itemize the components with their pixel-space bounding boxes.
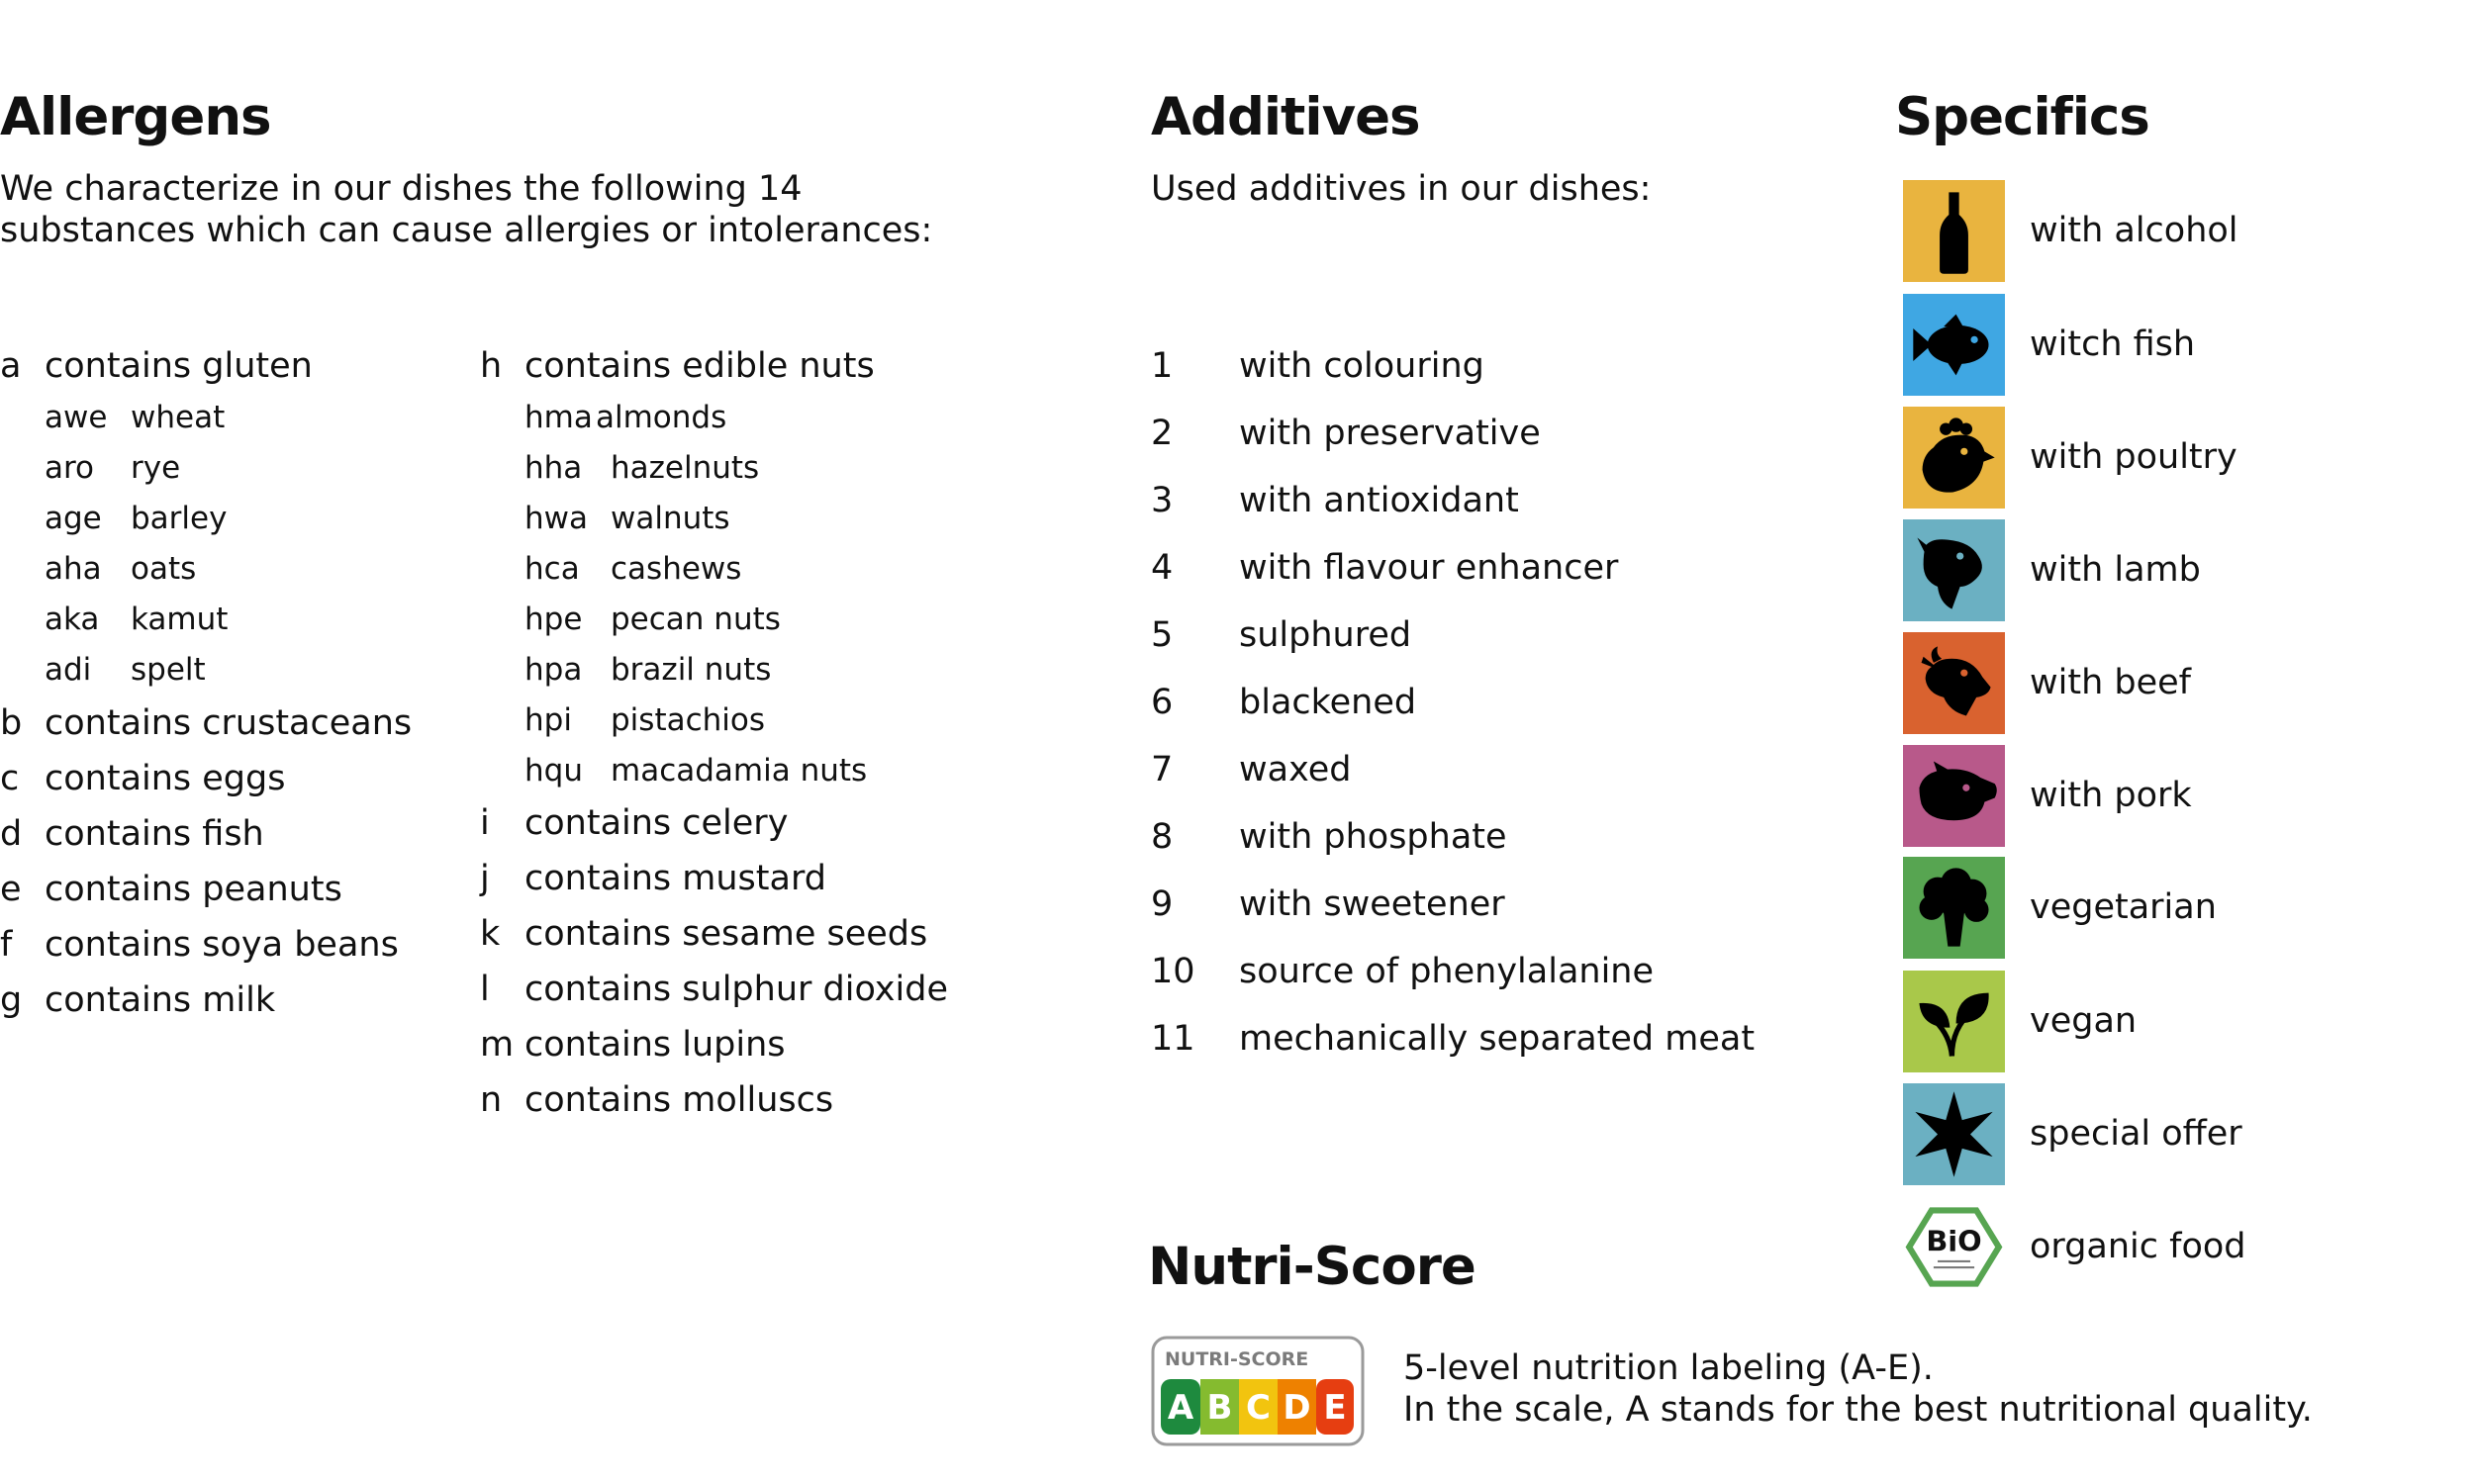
specific-icon-tile [1903,745,2005,847]
subitem-key: hwa [524,501,588,536]
subitem-key: hma [524,400,593,435]
nutri-letter-c: C [1246,1388,1271,1428]
subitem-key: hqu [524,753,583,788]
allergen-key: j [480,859,490,898]
nutri-letter-d: D [1283,1388,1311,1428]
additive-key: 3 [1151,481,1174,520]
allergen-key: g [0,980,23,1020]
specific-icon-tile [1903,180,2005,282]
nutri-letter-e: E [1323,1388,1347,1428]
specific-item [1903,294,2457,396]
additive-label: sulphured [1239,615,1412,655]
additive-key: 1 [1151,346,1174,386]
subitem-key: aha [45,551,102,587]
specific-item [1903,407,2457,509]
pig-icon [1903,745,2005,847]
leaf-icon [1903,971,2005,1072]
allergen-label: contains fish [45,814,264,854]
allergen-key: l [480,970,490,1009]
subitem-key: aka [45,602,100,637]
subitem-key: age [45,501,102,536]
nutri-score-description [1403,1347,2313,1431]
nutri-score-title: Nutri-Score [1148,1237,1475,1297]
allergen-key: c [0,759,20,798]
specific-label: with lamb [2030,550,2201,590]
additive-key: 10 [1151,952,1195,991]
nutri-letter-a: A [1167,1388,1194,1428]
allergen-key: i [480,803,490,843]
nutri-letter-seam [1200,1379,1202,1435]
allergens-intro-line1: We characterize in our dishes the following 14 [0,169,803,209]
subitem-label: barley [131,501,228,536]
nutri-desc-line1: 5-level nutrition labeling (A-E). [1403,1348,1934,1388]
additive-label: with preservative [1239,414,1541,453]
additive-key: 5 [1151,615,1174,655]
specific-label: with poultry [2030,437,2237,477]
allergen-label: contains lupins [524,1025,786,1065]
allergen-label: contains sesame seeds [524,914,928,954]
allergen-key: d [0,814,23,854]
additive-label: mechanically separated meat [1239,1019,1756,1059]
additive-label: source of phenylalanine [1239,952,1655,991]
chicken-icon [1903,407,2005,509]
additive-key: 11 [1151,1019,1195,1059]
specific-label: with alcohol [2030,211,2238,250]
additive-label: with colouring [1239,346,1484,386]
subitem-label: hazelnuts [611,450,760,486]
subitem-label: pistachios [611,702,766,738]
specific-item [1903,745,2457,847]
specific-label: witch fish [2030,325,2196,364]
specific-icon-tile [1903,1196,2005,1298]
allergen-label: contains gluten [45,346,313,386]
additive-key: 2 [1151,414,1174,453]
specific-icon-tile [1903,632,2005,734]
allergen-key: b [0,703,23,743]
nutri-score-badge [1151,1336,1365,1446]
additive-key: 7 [1151,750,1174,789]
specific-icon-tile [1903,519,2005,621]
specific-icon-tile [1903,857,2005,959]
subitem-key: awe [45,400,108,435]
specific-icon-tile [1903,1083,2005,1185]
allergen-label: contains eggs [45,759,286,798]
specific-label: with pork [2030,776,2192,815]
subitem-label: walnuts [611,501,730,536]
subitem-key: hha [524,450,583,486]
additives-intro: Used additives in our dishes: [1151,169,1652,209]
specific-icon-tile [1903,971,2005,1072]
allergen-label: contains peanuts [45,870,342,909]
nutri-letter-b: B [1206,1388,1233,1428]
additive-key: 4 [1151,548,1174,588]
specific-label: organic food [2030,1227,2246,1266]
subitem-label: spelt [131,652,206,688]
allergens-intro [0,168,932,251]
allergen-key: a [0,346,22,386]
subitem-label: pecan nuts [611,602,781,637]
specific-icon-tile [1903,407,2005,509]
bottle-icon [1903,180,2005,282]
allergen-key: e [0,870,22,909]
additive-label: with phosphate [1239,817,1507,857]
allergen-label: contains soya beans [45,925,399,965]
allergen-key: m [480,1025,515,1065]
additive-label: blackened [1239,683,1417,722]
subitem-label: wheat [131,400,226,435]
lamb-icon [1903,519,2005,621]
cow-icon [1903,632,2005,734]
allergen-label: contains crustaceans [45,703,413,743]
nutri-score-header: NUTRI-SCORE [1165,1348,1309,1370]
subitem-label: almonds [596,400,727,435]
allergen-label: contains celery [524,803,789,843]
allergens-intro-line2: substances which can cause allergies or intolerances: [0,211,933,250]
fish-icon [1903,294,2005,396]
allergen-label: contains sulphur dioxide [524,970,948,1009]
specific-item [1903,1196,2457,1298]
subitem-key: adi [45,652,92,688]
specific-label: with beef [2030,663,2191,702]
subitem-label: oats [131,551,197,587]
subitem-key: hpi [524,702,572,738]
additive-label: with sweetener [1239,884,1505,924]
allergen-key: h [480,346,503,386]
allergen-label: contains molluscs [524,1080,834,1120]
allergen-label: contains milk [45,980,276,1020]
specific-label: vegan [2030,1001,2138,1041]
specific-icon-tile [1903,294,2005,396]
svg-text:BiO: BiO [1926,1224,1982,1258]
bio-hexagon-icon [1903,1196,2005,1298]
subitem-label: rye [131,450,181,486]
additive-key: 8 [1151,817,1174,857]
additives-title: Additives [1151,87,1420,147]
specific-item [1903,1083,2457,1185]
additive-label: with flavour enhancer [1239,548,1619,588]
specific-item [1903,180,2457,282]
allergen-label: contains edible nuts [524,346,875,386]
nutri-score-logo-icon [1151,1336,1365,1446]
subitem-key: hpa [524,652,583,688]
subitem-key: aro [45,450,95,486]
additive-label: with antioxidant [1239,481,1519,520]
specific-label: special offer [2030,1114,2242,1154]
additive-label: waxed [1239,750,1352,789]
star-icon [1903,1083,2005,1185]
additive-key: 9 [1151,884,1174,924]
nutri-desc-line2: In the scale, A stands for the best nutritional quality. [1403,1390,2313,1430]
specific-label: vegetarian [2030,887,2217,927]
specifics-title: Specifics [1895,87,2149,147]
allergen-label: contains mustard [524,859,826,898]
specific-item [1903,632,2457,734]
subitem-key: hca [524,551,580,587]
allergen-key: k [480,914,501,954]
subitem-label: kamut [131,602,229,637]
subitem-label: macadamia nuts [611,753,868,788]
allergen-key: f [0,925,13,965]
broccoli-icon [1903,857,2005,959]
subitem-label: cashews [611,551,742,587]
allergens-title: Allergens [0,87,271,147]
specific-item [1903,519,2457,621]
specific-item [1903,857,2457,959]
specific-item [1903,971,2457,1072]
subitem-key: hpe [524,602,583,637]
subitem-label: brazil nuts [611,652,772,688]
additive-key: 6 [1151,683,1174,722]
allergen-key: n [480,1080,503,1120]
